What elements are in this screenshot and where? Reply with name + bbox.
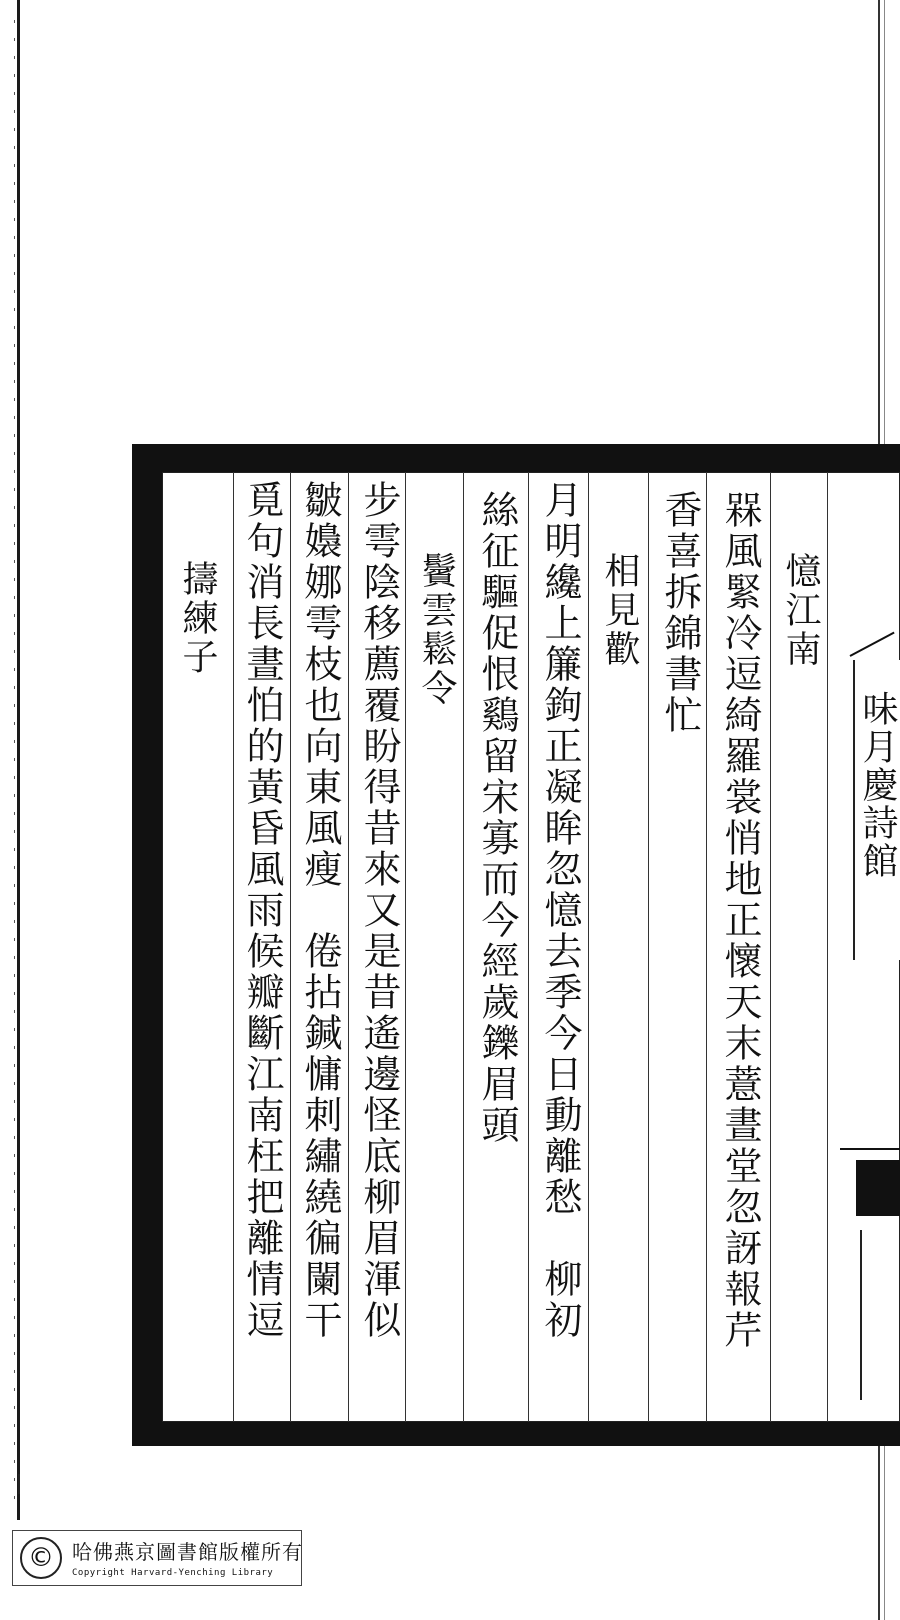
copyright-icon: © — [20, 1537, 62, 1579]
margin-tab-box — [860, 1230, 900, 1400]
edge-notch — [18, 1474, 20, 1494]
column-body: 槑風緊冷逗綺羅裳悄地正懷天末薏晝堂忽訝報芹 — [718, 490, 762, 1351]
column-body: 月明纔上簾鉤正凝眸忽憶去季今日動離愁 柳初 — [538, 480, 582, 1341]
column-title-1: 憶江南 — [780, 552, 821, 669]
column-rule — [827, 472, 828, 1422]
margin-tab-rule — [840, 1148, 900, 1150]
copyright-english: Copyright Harvard-Yenching Library — [72, 1568, 274, 1578]
column-rule — [528, 472, 529, 1422]
left-page-dots — [14, 20, 15, 1500]
column-rule — [290, 472, 291, 1422]
column-title-2: 相見歡 — [599, 552, 640, 669]
column-rule — [463, 472, 464, 1422]
copyright-chinese: 哈佛燕京圖書館版權所有 — [72, 1540, 303, 1564]
column-rule — [405, 472, 406, 1422]
column-title-3: 鬢雲鬆令 — [416, 552, 457, 708]
column-rule — [648, 472, 649, 1422]
column-rule — [233, 472, 234, 1422]
column-rule — [588, 472, 589, 1422]
column-body: 絲征驅促恨鷄留宋寡而今經歲鑠眉頭 — [475, 490, 519, 1146]
column-body: 皺嬝娜雩枝也向東風瘦 倦拈鍼慵刺繡繞徧闌干 — [298, 480, 342, 1341]
column-body: 步雩陰移薦覆盼得昔來又是昔遙邊怪底柳眉渾似 — [357, 480, 401, 1341]
column-body: 覓句消長晝怕的黃昏風雨候瓣斷江南枉把離情逗 — [240, 480, 284, 1341]
column-rule — [706, 472, 707, 1422]
column-title-4: 擣練子 — [177, 560, 218, 677]
margin-tab-block — [856, 1160, 900, 1216]
column-rule — [770, 472, 771, 1422]
column-rule — [348, 472, 349, 1422]
left-page-edge — [17, 0, 20, 1520]
margin-tab-label: 味月慶詩館 — [857, 690, 898, 880]
column-body: 香喜拆錦書忙 — [658, 490, 702, 736]
